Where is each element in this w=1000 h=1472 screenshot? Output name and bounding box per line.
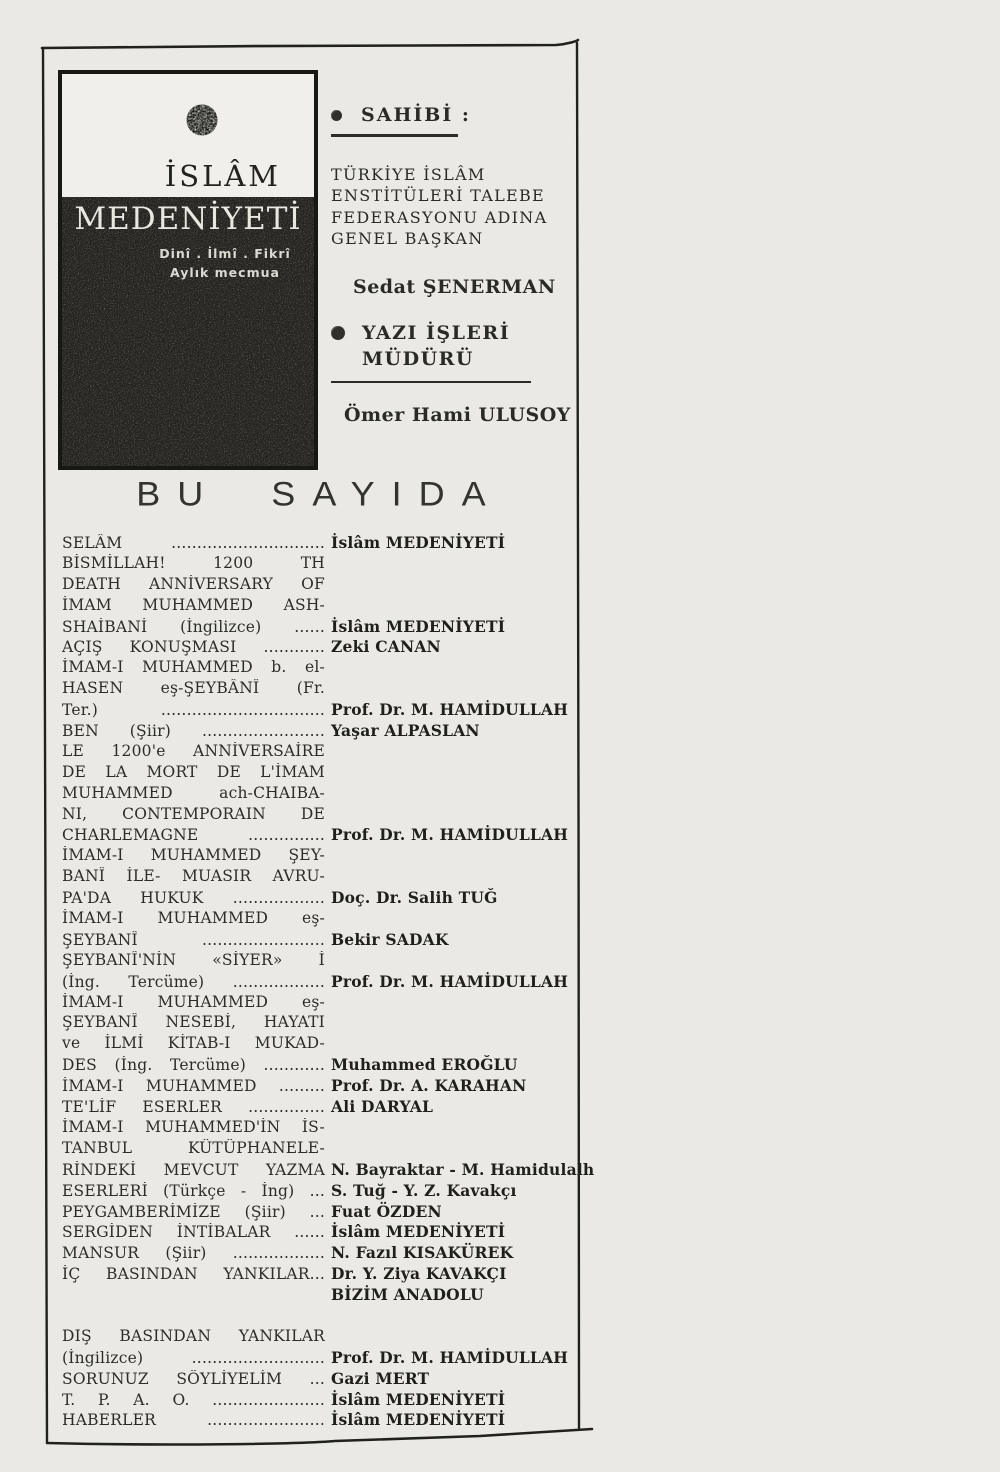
- toc-entry-title: PEYGAMBERİMİZE (Şiir) ...: [62, 1202, 325, 1221]
- toc-entry-author: Gazi MERT: [331, 1368, 430, 1388]
- toc-row: [62, 1390, 581, 1411]
- editor-name: Ömer Hami ULUSOY: [344, 404, 571, 426]
- toc-entry-title: BEN (Şiir) ........................: [62, 722, 325, 741]
- toc-row: [62, 1285, 581, 1306]
- cover-bottom-panel: [62, 197, 314, 466]
- bullet-icon: [331, 110, 342, 121]
- toc-row: [62, 825, 581, 846]
- toc-entry-title: SERGİDEN İNTİBALAR ......: [62, 1223, 325, 1242]
- editor-heading-line: MÜDÜRÜ: [362, 347, 475, 370]
- toc-entry-title: İMAM-I MUHAMMED ŞEY-: [62, 846, 325, 865]
- toc-row: [62, 1118, 581, 1139]
- toc-entry-author: Muhammed EROĞLU: [331, 1055, 518, 1075]
- toc-entry-author: Ali DARYAL: [331, 1097, 434, 1117]
- cover-subtitle-line2: Aylık mecmua: [170, 265, 280, 280]
- toc-row: [62, 637, 581, 658]
- toc-row: [62, 1159, 595, 1181]
- toc-row: [62, 1306, 581, 1327]
- toc-row: [62, 888, 581, 909]
- toc-entry-title: HASEN eş-ŞEYBÂNÎ (Fr.: [62, 679, 325, 698]
- toc-row: [62, 596, 581, 617]
- toc-entry-title: SORUNUZ SÖYLİYELİM ...: [62, 1369, 325, 1388]
- toc-row: [62, 1055, 581, 1076]
- toc-row: [62, 930, 581, 951]
- toc-entry-author: İslâm MEDENİYETİ: [331, 616, 506, 636]
- toc-entry-author: S. Tuğ - Y. Z. Kavakçı: [331, 1180, 517, 1200]
- toc-row: [62, 1034, 581, 1055]
- toc-entry-title: NI, CONTEMPORAIN DE: [62, 804, 325, 823]
- toc-row: [62, 1348, 581, 1369]
- toc-row: [62, 1327, 581, 1348]
- toc-entry-author: Bekir SADAK: [331, 929, 449, 949]
- toc-entry-author: İslâm MEDENİYETİ: [331, 1410, 506, 1430]
- toc-row: [62, 867, 581, 888]
- cover-top-panel: [62, 74, 314, 197]
- cover-logo-icon: [184, 102, 220, 138]
- toc-row: [62, 533, 581, 554]
- toc-entry-title: SHAİBANİ (İngilizce) ......: [62, 617, 325, 636]
- toc-entry-title: İMAM MUHAMMED ASH-: [62, 595, 325, 614]
- owner-line: FEDERASYONU ADINA: [331, 207, 548, 227]
- toc-entry-author: Fuat ÖZDEN: [331, 1201, 442, 1221]
- toc-entry-author: Dr. Y. Ziya KAVAKÇI: [331, 1264, 507, 1284]
- editor-heading-row: [331, 320, 583, 372]
- editor-heading-line: YAZI İŞLERİ: [362, 321, 511, 344]
- toc-entry-title: DE LA MORT DE L'İMAM: [62, 762, 325, 781]
- magazine-cover: [58, 70, 318, 470]
- contents-heading: BU SAYIDA: [136, 473, 503, 514]
- toc-entry-title: LE 1200'e ANNİVERSAİRE: [62, 741, 325, 760]
- toc-entry-title: TANBUL KÜTÜPHANELE-: [62, 1138, 325, 1157]
- toc-entry-title: CHARLEMAGNE ...............: [62, 826, 325, 845]
- toc-row: [62, 1243, 581, 1264]
- toc-entry-author: Prof. Dr. M. HAMİDULLAH: [331, 1347, 569, 1367]
- toc-row: [62, 1097, 581, 1118]
- bullet-icon: [331, 326, 345, 340]
- toc-entry-author: Doç. Dr. Salih TUĞ: [331, 888, 498, 908]
- toc-row: [62, 993, 581, 1014]
- toc-entry-title: İMAM-I MUHAMMED .........: [62, 1077, 325, 1096]
- toc-entry-title: İMAM-I MUHAMMED b. el-: [62, 658, 325, 677]
- toc-entry-author: BİZİM ANADOLU: [331, 1285, 484, 1305]
- toc-entry-title: (İng. Tercüme) ..................: [62, 972, 325, 991]
- toc-row: [62, 658, 581, 679]
- toc-entry-title: PA'DA HUKUK ..................: [62, 889, 325, 908]
- owner-name: Sedat ŞENERMAN: [353, 275, 556, 298]
- toc-row: [62, 554, 581, 575]
- toc-entry-title: MANSUR (Şiir) ..................: [62, 1244, 325, 1263]
- toc-entry-title: İMAM-I MUHAMMED eş-: [62, 909, 325, 928]
- toc-row: [62, 951, 581, 972]
- toc-row: [62, 721, 581, 742]
- toc-row: [62, 742, 581, 763]
- contents-list: [62, 533, 595, 1431]
- toc-row: [62, 1202, 581, 1223]
- toc-entry-title: ŞEYBANÎ NESEBİ, HAYATI: [62, 1013, 325, 1032]
- toc-row: [62, 846, 581, 867]
- toc-entry-title: ESERLERİ (Türkçe - İng) ...: [62, 1181, 325, 1200]
- toc-entry-title: ŞEYBANÎ'NİN «SİYER» İ: [62, 950, 325, 969]
- editor-heading: [362, 320, 510, 372]
- owner-heading-row: [331, 104, 583, 126]
- toc-row: [62, 679, 581, 700]
- toc-row: [62, 909, 581, 930]
- masthead: [331, 96, 583, 426]
- owner-heading: SAHİBİ :: [361, 104, 471, 126]
- toc-entry-title: DES (İng. Tercüme) ............: [62, 1056, 325, 1075]
- divider: [331, 381, 531, 384]
- toc-entry-title: ve İLMİ KİTAB-I MUKAD-: [62, 1034, 325, 1053]
- toc-row: [62, 784, 581, 805]
- toc-entry-author: Zeki CANAN: [331, 637, 441, 657]
- toc-entry-author: Prof. Dr. A. KARAHAN: [331, 1076, 527, 1096]
- toc-entry-title: TE'LİF ESERLER ...............: [62, 1098, 325, 1117]
- toc-row: [62, 575, 581, 596]
- owner-description: [331, 164, 583, 250]
- toc-entry-title: HABERLER .......................: [62, 1411, 325, 1430]
- toc-entry-author: N. Bayraktar - M. Hamidulalh: [331, 1159, 595, 1179]
- toc-entry-title: İMAM-I MUHAMMED eş-: [62, 992, 325, 1011]
- toc-entry-title: İÇ BASINDAN YANKILAR...: [62, 1265, 325, 1284]
- toc-row: [62, 972, 581, 993]
- toc-entry-title: SELÂM ..............................: [62, 534, 325, 552]
- toc-entry-title: AÇIŞ KONUŞMASI ............: [62, 638, 325, 657]
- toc-entry-author: İslâm MEDENİYETİ: [331, 1389, 506, 1409]
- toc-entry-author: Yaşar ALPASLAN: [331, 721, 480, 741]
- toc-row: [62, 1222, 581, 1243]
- toc-entry-author: Prof. Dr. M. HAMİDULLAH: [331, 700, 569, 720]
- toc-entry-title: T. P. A. O. ......................: [62, 1390, 325, 1409]
- owner-line: ENSTİTÜLERİ TALEBE: [331, 186, 546, 205]
- cover-subtitle-line1: Dinî . İlmî . Fikrî: [159, 246, 291, 261]
- toc-row: [62, 1264, 581, 1285]
- toc-row: [62, 1013, 581, 1034]
- toc-row: [62, 1181, 581, 1202]
- toc-row: [62, 1410, 581, 1431]
- toc-entry-author: İslâm MEDENİYETİ: [331, 533, 506, 552]
- toc-row: [62, 617, 581, 638]
- toc-row: [62, 805, 581, 826]
- toc-entry-title: RİNDEKİ MEVCUT YAZMA: [62, 1160, 325, 1179]
- owner-line: GENEL BAŞKAN: [331, 229, 484, 248]
- toc-row: [62, 1369, 581, 1390]
- toc-entry-author: Prof. Dr. M. HAMİDULLAH: [331, 825, 569, 845]
- toc-entry-title: ŞEYBANÎ ........................: [62, 930, 325, 949]
- toc-entry-title: (İngilizce) ..........................: [62, 1348, 325, 1367]
- toc-entry-title: DIŞ BASINDAN YANKILAR: [62, 1326, 325, 1345]
- owner-heading-underline: [331, 134, 458, 137]
- toc-entry-title: Ter.) ................................: [62, 701, 325, 720]
- toc-row: [62, 1076, 581, 1097]
- toc-entry-title: DEATH ANNİVERSARY OF: [62, 574, 325, 593]
- toc-entry-title: İMAM-I MUHAMMED'İN İS-: [62, 1117, 325, 1136]
- owner-line: TÜRKİYE İSLÂM: [331, 164, 486, 184]
- toc-entry-title: BANÎ İLE- MUASIR AVRU-: [62, 867, 325, 886]
- toc-entry-author: Prof. Dr. M. HAMİDULLAH: [331, 971, 569, 991]
- toc-row: [62, 700, 581, 721]
- toc-row: [62, 1139, 581, 1160]
- cover-title-line2: MEDENİYETİ: [74, 201, 302, 237]
- toc-row: [62, 763, 581, 784]
- toc-entry-title: BİSMİLLAH! 1200 TH: [62, 553, 325, 572]
- toc-entry-author: İslâm MEDENİYETİ: [331, 1222, 506, 1242]
- cover-grain-texture: [62, 197, 314, 466]
- toc-entry-author: N. Fazıl KISAKÜREK: [331, 1243, 514, 1263]
- toc-entry-title: MUHAMMED ach-CHAIBA-: [62, 783, 325, 802]
- cover-title-line1: İSLÂM: [164, 159, 281, 193]
